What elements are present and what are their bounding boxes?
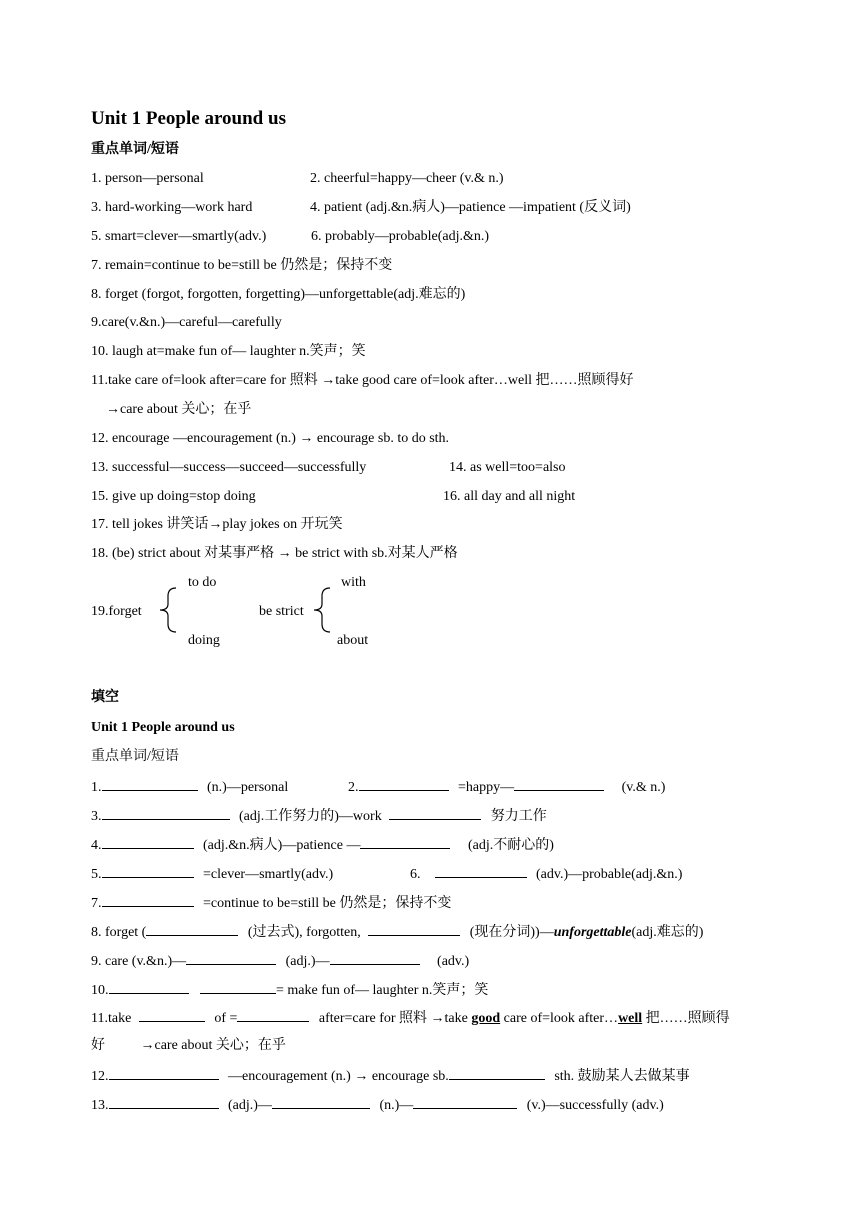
- blank-3b[interactable]: [389, 805, 481, 820]
- section-heading-vocab: 重点单词/短语: [91, 142, 179, 157]
- blank-11b[interactable]: [237, 1007, 309, 1022]
- vocab-line-6: 6. probably—probable(adj.&n.): [311, 229, 490, 244]
- section-heading-fill: 填空: [91, 690, 119, 705]
- left-brace-strict: [310, 586, 334, 634]
- vocab-line-3: 3. hard-working—work hard: [91, 200, 253, 215]
- vocab-line-18: 18. (be) strict about 对某事严格 → be strict with sb.对某人严格: [91, 546, 458, 561]
- vocab-line-1: 1. person—personal: [91, 171, 204, 186]
- vocab-line-9: 9.care(v.&n.)—careful—carefully: [91, 315, 282, 330]
- forget-doing: doing: [188, 633, 220, 648]
- blank-13b[interactable]: [272, 1094, 370, 1109]
- blank-8[interactable]: [146, 921, 238, 936]
- fill-line-6: 6. (adv.)—probable(adj.&n.): [410, 863, 682, 885]
- blank-4[interactable]: [102, 834, 194, 849]
- fill-line-13: 13. (adj.)— (n.)— (v.)—successfully (adv.): [91, 1094, 664, 1116]
- blank-9[interactable]: [186, 950, 276, 965]
- fill-line-11: 11.take of = after=care for 照料 →take good care of=look after…well 把……照顾得: [91, 1007, 730, 1029]
- blank-2b[interactable]: [514, 776, 604, 791]
- unit-title: Unit 1 People around us: [91, 108, 286, 129]
- blank-6[interactable]: [435, 863, 527, 878]
- vocab-line-14: 14. as well=too=also: [449, 460, 566, 475]
- strict-about: about: [337, 633, 369, 648]
- fill-line-5: 5. =clever—smartly(adv.): [91, 863, 333, 885]
- vocab-line-11: 11.take care of=look after=care for 照料 →take good care of=look after…well 把……照顾得好: [91, 373, 634, 388]
- vocab-line-5: 5. smart=clever—smartly(adv.): [91, 229, 267, 244]
- vocab-line-7: 7. remain=continue to be=still be 仍然是；保持不变: [91, 258, 393, 273]
- fill-line-8: 8. forget ( (过去式), forgotten, (现在分词))—unforgettable(adj.难忘的): [91, 921, 703, 943]
- fill-line-2: 2. =happy— (v.& n.): [348, 776, 665, 798]
- blank-10b[interactable]: [200, 979, 276, 994]
- left-brace-forget: [156, 586, 180, 634]
- blank-11[interactable]: [139, 1007, 205, 1022]
- vocab-line-13: 13. successful—success—succeed—successfully: [91, 460, 367, 475]
- blank-12b[interactable]: [449, 1065, 545, 1080]
- fill-line-11-cont: 好 →care about 关心；在乎: [91, 1038, 286, 1053]
- vocab-line-11-cont: →care about 关心；在乎: [106, 402, 252, 417]
- blank-2[interactable]: [359, 776, 449, 791]
- blank-8b[interactable]: [368, 921, 460, 936]
- fill-line-4: 4. (adj.&n.病人)—patience — (adj.不耐心的): [91, 834, 554, 856]
- forget-label: 19.forget: [91, 604, 142, 619]
- blank-5[interactable]: [102, 863, 194, 878]
- fill-line-10: 10. = make fun of— laughter n.笑声；笑: [91, 979, 488, 1001]
- vocab-line-15: 15. give up doing=stop doing: [91, 489, 256, 504]
- vocab-line-12: 12. encourage —encouragement (n.) → encourage sb. to do sth.: [91, 431, 450, 446]
- fill-line-12: 12. —encouragement (n.) → encourage sb. sth. 鼓励某人去做某事: [91, 1065, 690, 1087]
- blank-1[interactable]: [102, 776, 198, 791]
- vocab-line-16: 16. all day and all night: [443, 489, 576, 504]
- blank-13[interactable]: [109, 1094, 219, 1109]
- fill-line-7: 7. =continue to be=still be 仍然是；保持不变: [91, 892, 451, 914]
- blank-13c[interactable]: [413, 1094, 517, 1109]
- blank-4b[interactable]: [360, 834, 450, 849]
- fill-subheading: 重点单词/短语: [91, 749, 179, 764]
- forget-to-do: to do: [188, 575, 217, 590]
- vocab-line-10: 10. laugh at=make fun of— laughter n.笑声；笑: [91, 344, 366, 359]
- vocab-line-8: 8. forget (forgot, forgotten, forgetting)—unforgettable(adj.难忘的): [91, 287, 466, 302]
- strict-with: with: [341, 575, 366, 590]
- fill-line-9: 9. care (v.&n.)— (adj.)— (adv.): [91, 950, 469, 972]
- fill-line-1: 1. (n.)—personal: [91, 776, 288, 798]
- blank-12[interactable]: [109, 1065, 219, 1080]
- blank-10[interactable]: [109, 979, 189, 994]
- vocab-line-4: 4. patient (adj.&n.病人)—patience —impatient (反义词): [310, 200, 631, 215]
- fill-unit-title: Unit 1 People around us: [91, 720, 235, 735]
- blank-9b[interactable]: [330, 950, 420, 965]
- fill-line-3: 3. (adj.工作努力的)—work 努力工作: [91, 805, 547, 827]
- strict-label: be strict: [259, 604, 304, 619]
- blank-3[interactable]: [102, 805, 230, 820]
- blank-7[interactable]: [102, 892, 194, 907]
- vocab-line-17: 17. tell jokes 讲笑话→play jokes on 开玩笑: [91, 517, 343, 532]
- vocab-line-2: 2. cheerful=happy—cheer (v.& n.): [310, 171, 504, 186]
